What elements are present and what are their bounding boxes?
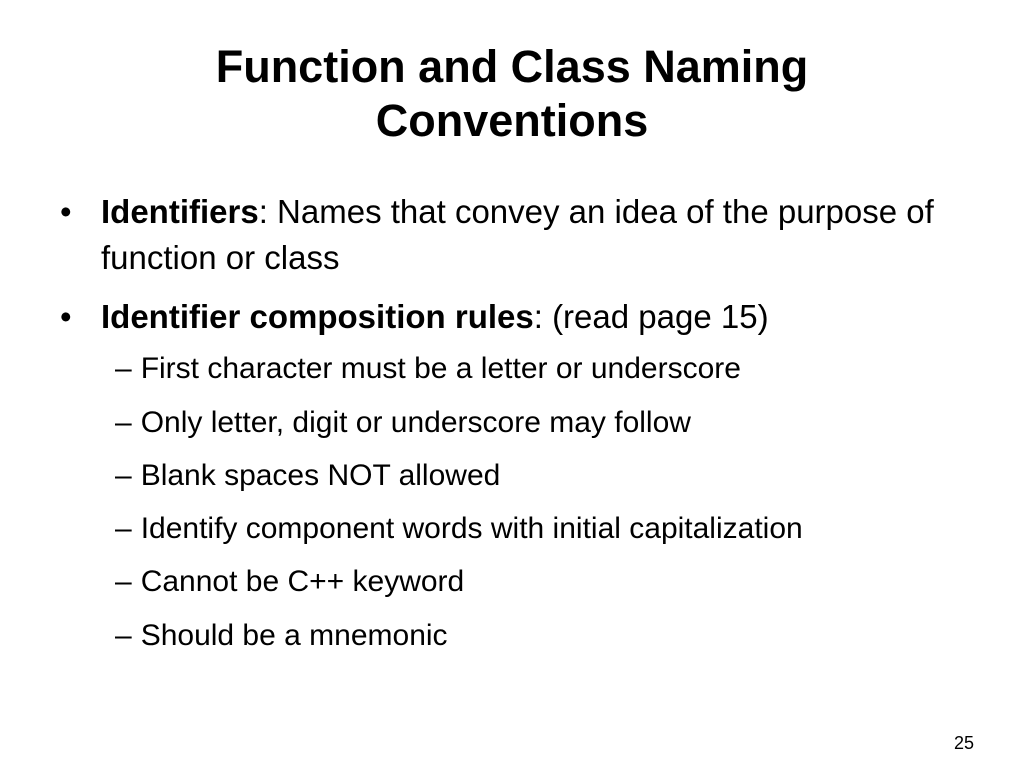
bullet-text (101, 189, 960, 281)
sub-bullet-marker: – (115, 406, 132, 439)
slide-title-line-1: Function and Class Naming (215, 41, 809, 92)
bullet-item-identifiers (60, 189, 960, 281)
sub-bullet-item (115, 511, 803, 547)
sub-bullet-text: Only letter, digit or underscore may follow (140, 406, 691, 439)
sub-bullet-item (115, 405, 691, 441)
sub-bullet-text: Should be a mnemonic (140, 619, 448, 652)
sub-bullet-marker: – (115, 352, 132, 385)
sub-bullet-item (115, 564, 464, 600)
sub-bullet-text: Blank spaces NOT allowed (140, 459, 501, 492)
bullet-item-composition-rules (60, 294, 960, 340)
sub-bullet-text: Cannot be C++ keyword (140, 565, 465, 598)
slide-title-line-2: Conventions (375, 95, 649, 146)
sub-bullet-text: First character must be a letter or underscore (140, 352, 741, 385)
sub-bullet-item (115, 351, 741, 387)
sub-bullet-item (115, 458, 500, 494)
bullet-term: Identifiers (101, 193, 259, 230)
sub-bullet-marker: – (115, 512, 132, 545)
sub-bullet-text: Identify component words with initial capitalization (140, 512, 803, 545)
bullet-text (101, 294, 960, 340)
bullet-term: Identifier composition rules (101, 298, 534, 335)
bullet-marker: • (60, 193, 72, 230)
page-number: 25 (953, 733, 974, 753)
sub-bullet-marker: – (115, 565, 132, 598)
sub-bullet-item (115, 618, 448, 654)
sub-bullet-marker: – (115, 619, 132, 652)
bullet-marker: • (60, 298, 72, 335)
bullet-description: : (read page 15) (533, 298, 769, 335)
sub-bullet-marker: – (115, 459, 132, 492)
slide-title (0, 40, 1024, 148)
bullet-description: : Names that convey an idea of the purpose of function or class (101, 193, 934, 276)
